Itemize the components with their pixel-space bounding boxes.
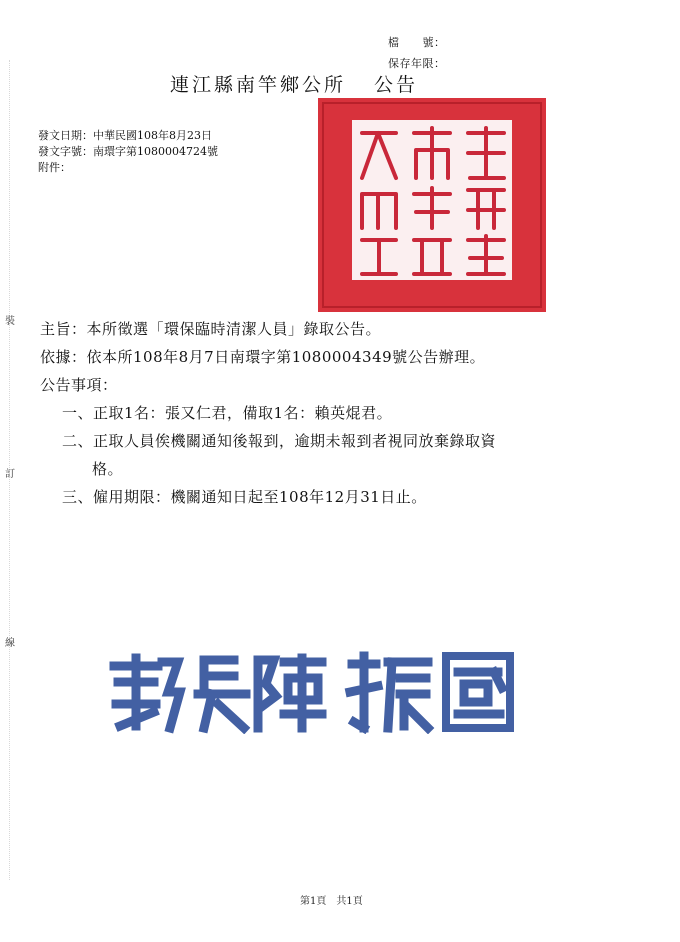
signature-glyphs bbox=[114, 656, 510, 728]
signature-label: 鄉長陳振國 bbox=[312, 698, 317, 699]
signature-stamp bbox=[108, 648, 516, 734]
official-seal bbox=[318, 98, 546, 312]
document-type: 公告 bbox=[374, 74, 419, 96]
page-footer: 第1頁 共1頁 bbox=[300, 896, 363, 907]
subject-line: 主旨：本所徵選「環保臨時清潔人員」錄取公告。 bbox=[40, 320, 382, 338]
announcement-items-heading: 公告事項： bbox=[40, 376, 118, 394]
announcement-item-1: 一、正取1名：張又仁君，備取1名：賴英焜君。 bbox=[62, 404, 393, 422]
issuing-office: 連江縣南竿鄉公所 bbox=[170, 74, 347, 96]
attachment-label: 附件： bbox=[38, 161, 71, 174]
retention-period-label: 保存年限： bbox=[388, 57, 446, 70]
issue-date: 發文日期：中華民國108年8月23日 bbox=[38, 129, 212, 142]
page-title bbox=[170, 70, 418, 97]
binding-mark-ding: 訂 bbox=[5, 469, 15, 480]
announcement-item-3: 三、僱用期限：機關通知日起至108年12月31日止。 bbox=[62, 488, 427, 506]
basis-line: 依據：依本所108年8月7日南環字第1080004349號公告辦理。 bbox=[40, 348, 486, 366]
file-number-label: 檔 號： bbox=[388, 36, 446, 49]
announcement-item-2-continued: 格。 bbox=[92, 460, 124, 478]
document-number: 發文字號：南環字第1080004724號 bbox=[38, 145, 218, 158]
announcement-item-2: 二、正取人員俟機關通知後報到，逾期未報到者視同放棄錄取資 bbox=[62, 432, 497, 450]
binding-mark-xian: 線 bbox=[5, 638, 15, 649]
binding-mark-zhuang: 裝 bbox=[5, 316, 15, 327]
